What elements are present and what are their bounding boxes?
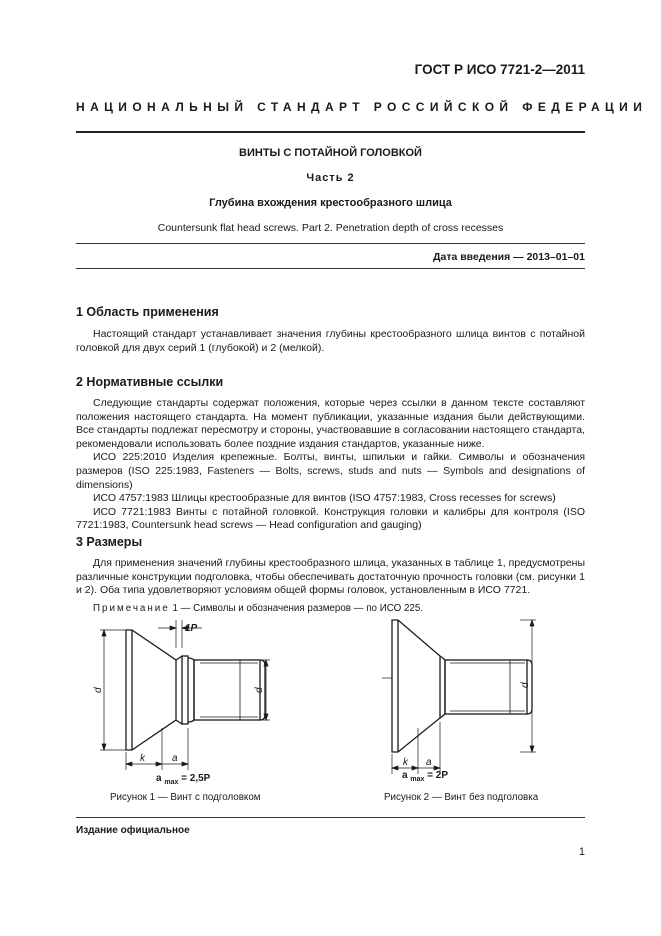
standard-number: ГОСТ Р ИСО 7721-2—2011 xyxy=(414,62,585,77)
english-title: Countersunk flat head screws. Part 2. Penetration depth of cross recesses xyxy=(157,222,504,234)
document-title: ВИНТЫ С ПОТАЙНОЙ ГОЛОВКОЙ xyxy=(239,147,422,159)
date-divider xyxy=(76,268,585,269)
figure-1-formula-max: max xyxy=(164,779,179,786)
figure-1-formula-a: a xyxy=(156,773,162,784)
figure-2-caption: Рисунок 2 — Винт без подголовка xyxy=(384,792,539,803)
edition-label: Издание официальное xyxy=(76,825,190,836)
section-3-paragraph: Для применения значений глубины крестообразного шлица, указанных в таблице 1, предусмотрены различные конструкции подголовка, чтобы обеспечивать достаточную прочность головки (см. рисунки 1 и 2). Оба типа удовлетворяют условиям общей формы головок, установленным в ИСО 7721. xyxy=(76,557,585,597)
figure-1-label-d-left: d xyxy=(93,687,104,693)
figure-2-label-a: a xyxy=(426,757,432,768)
figure-2-drawing xyxy=(370,618,560,788)
header-divider xyxy=(76,131,585,133)
note-text: 1 — Символы и обозначения размеров — по ИСО 225. xyxy=(172,603,424,614)
section-3-heading: 3 Размеры xyxy=(76,535,143,549)
figure-2-label-d: d xyxy=(520,682,531,688)
figure-1-label-1p: 1P xyxy=(185,623,198,634)
section-2-text xyxy=(76,397,585,533)
figure-1-screw-outline xyxy=(126,630,265,750)
figure-1-caption: Рисунок 1 — Винт с подголовком xyxy=(110,792,261,803)
figure-2-formula xyxy=(402,770,448,784)
section-1-heading: 1 Область применения xyxy=(76,305,219,319)
section-2-reference-iso225: ИСО 225:2010 Изделия крепежные. Болты, винты, шпильки и гайки. Символы и обозначения размеров (ISO 225:1983, Fasteners — Bolts, screws, studs and nuts — Symbols and designations of dimensions) xyxy=(76,451,585,491)
note-label: Примечание xyxy=(93,603,170,614)
figure-1-drawing xyxy=(90,618,290,788)
section-2-heading: 2 Нормативные ссылки xyxy=(76,375,224,389)
figure-2-screw-outline xyxy=(392,620,532,752)
figure-1-label-k: k xyxy=(140,753,145,764)
note xyxy=(93,603,423,614)
page-number: 1 xyxy=(578,846,585,858)
section-2-reference-iso4757: ИСО 4757:1983 Шлицы крестообразные для винтов (ISO 4757:1983, Cross recesses for screws) xyxy=(93,492,556,505)
figure-2-formula-value: = 2P xyxy=(427,770,448,781)
figure-1-label-d-right: d xyxy=(254,687,265,693)
figure-1-label-a: a xyxy=(172,753,178,764)
footer-divider xyxy=(76,817,585,818)
figure-2-dimension-lines xyxy=(382,620,536,774)
figure-1-formula-value: = 2,5P xyxy=(181,773,211,784)
figure-2-label-k: k xyxy=(403,757,408,768)
title-divider xyxy=(76,243,585,244)
section-2-paragraph-1: Следующие стандарты содержат положения, которые через ссылки в данном тексте составляют положения настоящего стандарта. На момент публикации, указанные издания были действующими. Все стандарты подлежат пересмотру и стороны, участвовавшие в согласовании настоящего стандарта, рекомендовали использовать более поздние издания стандартов, указанные ниже. xyxy=(76,397,585,450)
document-part: Часть 2 xyxy=(306,172,355,184)
figure-1-formula xyxy=(156,773,211,787)
document-subtitle: Глубина вхождения крестообразного шлица xyxy=(209,197,452,209)
figure-2-formula-max: max xyxy=(410,776,425,783)
figure-2-formula-a: a xyxy=(402,770,408,781)
section-3-text xyxy=(76,557,585,598)
introduction-date: Дата введения — 2013–01–01 xyxy=(433,251,585,263)
section-2-reference-iso7721: ИСО 7721:1983 Винты с потайной головкой. Конструкция головки и калибры для контроля (ISO 7721:1983, Countersunk head screws — Head configuration and gauging) xyxy=(76,505,585,532)
section-1-text xyxy=(76,328,585,355)
section-1-paragraph: Настоящий стандарт устанавливает значения глубины крестообразного шлица винтов с потайной головкой для двух серий 1 (глубокой) и 2 (мелкой). xyxy=(76,328,585,354)
national-standard-heading: НАЦИОНАЛЬНЫЙ СТАНДАРТ РОССИЙСКОЙ ФЕДЕРАЦИИ xyxy=(76,100,648,114)
